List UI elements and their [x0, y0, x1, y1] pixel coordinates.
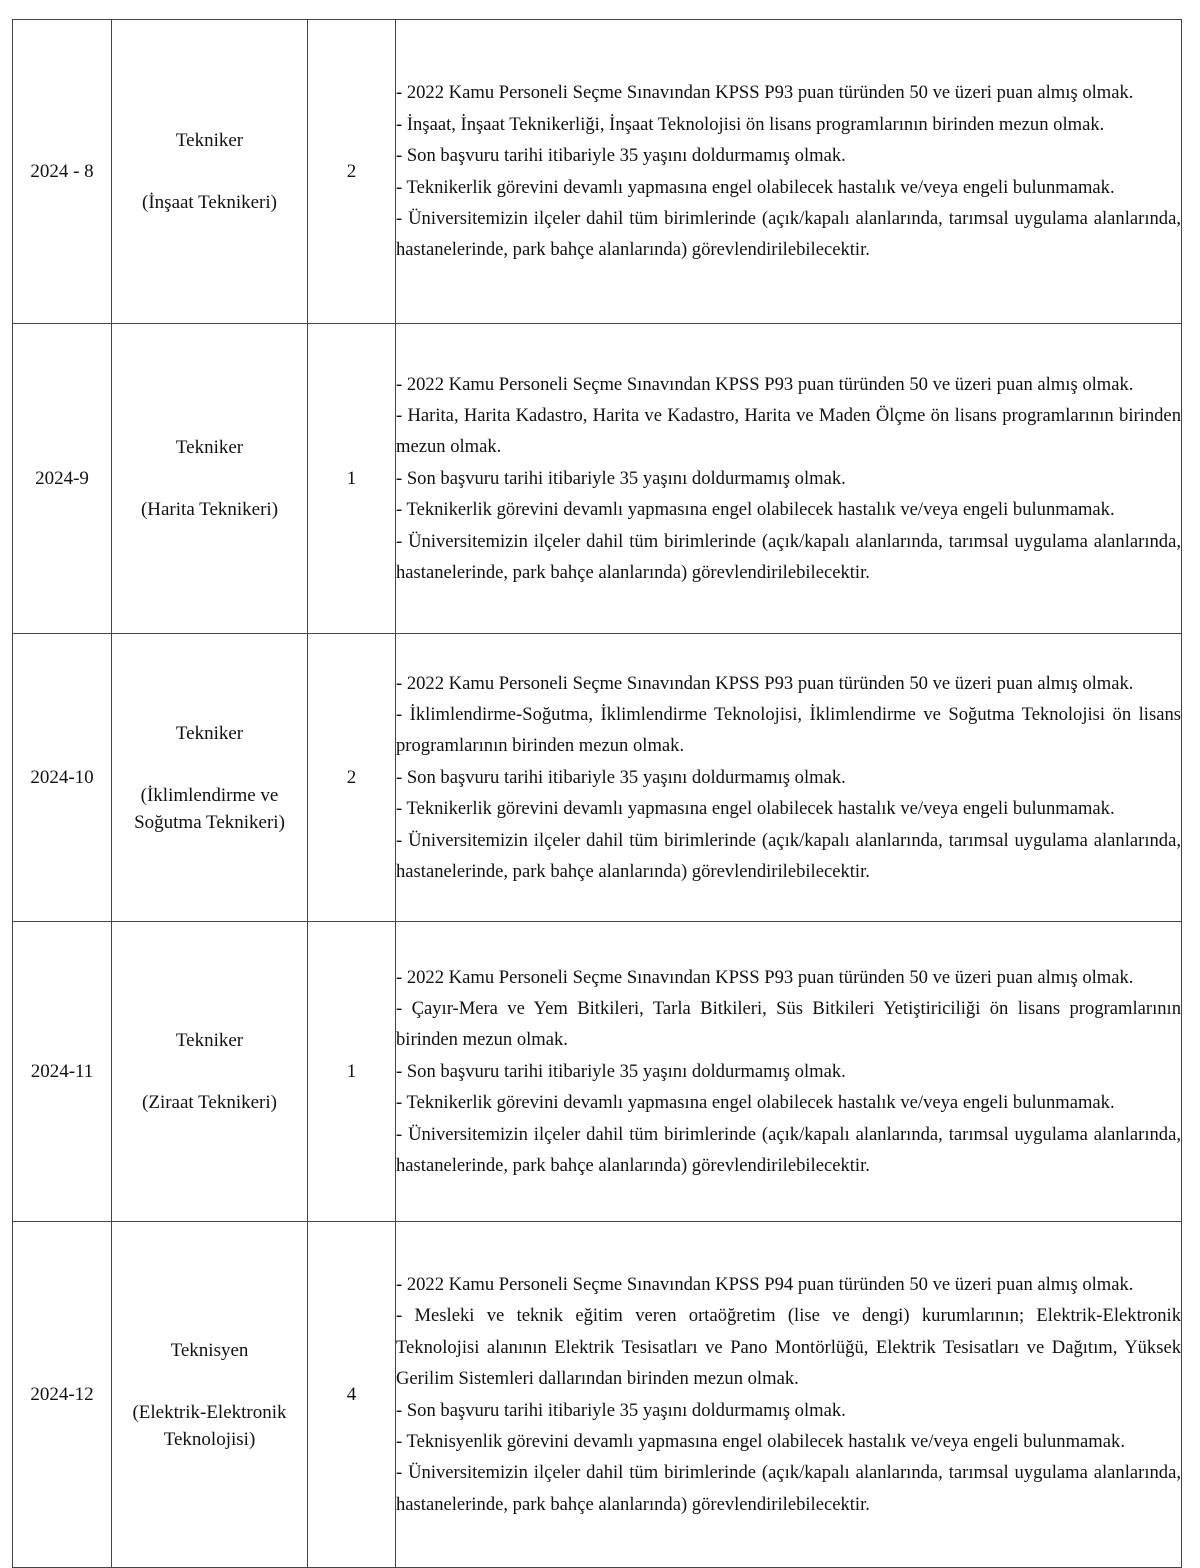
- requirement-item: - Üniversitemizin ilçeler dahil tüm birimlerinde (açık/kapalı alanlarında, tarımsal uygulama alanlarında, hastanelerinde, park bahçe alanlarında) görevlendirilebilecektir.: [396, 207, 1181, 261]
- requirement-item: - Mesleki ve teknik eğitim veren ortaöğretim (lise ve dengi) kurumlarının; Elektrik-Elektronik Teknolojisi alanının Elektrik Tesisatları ve Pano Montörlüğü, Elektrik Tesisatları ve Dağıtım, Yüksek Gerilim Sistemleri dallarından birinden mezun olmak.: [396, 1305, 1181, 1390]
- requirements-cell: [396, 634, 1182, 922]
- position-title: Tekniker: [175, 130, 244, 151]
- position-count: 2: [308, 634, 396, 922]
- position-code: 2024-12: [13, 1222, 112, 1568]
- requirement-item: - Son başvuru tarihi itibariyle 35 yaşını doldurmamış olmak.: [396, 467, 846, 489]
- position-title-cell: [112, 1222, 308, 1568]
- table-row: [13, 922, 1182, 1222]
- requirement-item: - Çayır-Mera ve Yem Bitkileri, Tarla Bitkileri, Süs Bitkileri Yetiştiriciliği ön lisans programlarının birinden mezun olmak.: [396, 997, 1181, 1051]
- position-count: 4: [308, 1222, 396, 1568]
- positions-table: [12, 19, 1182, 1568]
- table-row: [13, 20, 1182, 324]
- requirement-item: - Teknisyenlik görevini devamlı yapmasına engel olabilecek hastalık ve/veya engeli bulunmamak.: [396, 1430, 1125, 1452]
- position-code: 2024 - 8: [13, 20, 112, 324]
- requirement-item: - 2022 Kamu Personeli Seçme Sınavından KPSS P93 puan türünden 50 ve üzeri puan almış olmak.: [396, 373, 1134, 395]
- position-code: 2024-10: [13, 634, 112, 922]
- position-code: 2024-11: [13, 922, 112, 1222]
- requirement-item: - Üniversitemizin ilçeler dahil tüm birimlerinde (açık/kapalı alanlarında, tarımsal uygulama alanlarında, hastanelerinde, park bahçe alanlarında) görevlendirilebilecektir.: [396, 1462, 1181, 1515]
- position-title-cell: [112, 324, 308, 634]
- requirement-item: - Teknikerlik görevini devamlı yapmasına engel olabilecek hastalık ve/veya engeli bulunmamak.: [396, 499, 1115, 521]
- requirement-item: - Teknikerlik görevini devamlı yapmasına engel olabilecek hastalık ve/veya engeli bulunmamak.: [396, 176, 1115, 198]
- requirements-cell: [396, 922, 1182, 1222]
- requirement-item: - Üniversitemizin ilçeler dahil tüm birimlerinde (açık/kapalı alanlarında, tarımsal uygulama alanlarında, hastanelerinde, park bahçe alanlarında) görevlendirilebilecektir.: [396, 530, 1181, 584]
- requirement-item: - Son başvuru tarihi itibariyle 35 yaşını doldurmamış olmak.: [396, 766, 846, 788]
- table-row: [13, 324, 1182, 634]
- requirement-item: - İnşaat, İnşaat Teknikerliği, İnşaat Teknolojisi ön lisans programlarının birinden mezun olmak.: [396, 113, 1105, 135]
- requirement-item: - Üniversitemizin ilçeler dahil tüm birimlerinde (açık/kapalı alanlarında, tarımsal uygulama alanlarında, hastanelerinde, park bahçe alanlarında) görevlendirilebilecektir.: [396, 829, 1181, 883]
- requirements-cell: [396, 20, 1182, 324]
- position-specialty: (Ziraat Teknikeri): [142, 1092, 277, 1113]
- table-row: [13, 1222, 1182, 1568]
- position-count: 1: [308, 324, 396, 634]
- position-title: Tekniker: [175, 437, 244, 458]
- position-specialty: (Elektrik-Elektronik Teknolojisi): [132, 1401, 287, 1450]
- position-title-cell: [112, 634, 308, 922]
- requirement-item: - Son başvuru tarihi itibariyle 35 yaşını doldurmamış olmak.: [396, 145, 846, 167]
- position-specialty: (Harita Teknikeri): [140, 499, 279, 520]
- position-title: Tekniker: [175, 1030, 244, 1051]
- position-code: 2024-9: [13, 324, 112, 634]
- requirement-item: - 2022 Kamu Personeli Seçme Sınavından KPSS P93 puan türünden 50 ve üzeri puan almış olmak.: [396, 672, 1134, 694]
- position-title: Teknisyen: [170, 1339, 249, 1361]
- requirement-item: - 2022 Kamu Personeli Seçme Sınavından KPSS P94 puan türünden 50 ve üzeri puan almış olmak.: [396, 1273, 1134, 1295]
- requirement-item: - Teknikerlik görevini devamlı yapmasına engel olabilecek hastalık ve/veya engeli bulunmamak.: [396, 798, 1115, 820]
- requirement-item: - Son başvuru tarihi itibariyle 35 yaşını doldurmamış olmak.: [396, 1399, 846, 1421]
- position-title: Tekniker: [175, 722, 244, 744]
- requirement-item: - İklimlendirme-Soğutma, İklimlendirme Teknolojisi, İklimlendirme ve Soğutma Teknolojisi ön lisans programlarının birinden mezun olmak.: [396, 703, 1181, 757]
- position-count: 1: [308, 922, 396, 1222]
- table-row: [13, 634, 1182, 922]
- requirement-item: - Son başvuru tarihi itibariyle 35 yaşını doldurmamış olmak.: [396, 1060, 846, 1082]
- requirement-item: - Teknikerlik görevini devamlı yapmasına engel olabilecek hastalık ve/veya engeli bulunmamak.: [396, 1092, 1115, 1114]
- position-count: 2: [308, 20, 396, 324]
- requirement-item: - Harita, Harita Kadastro, Harita ve Kadastro, Harita ve Maden Ölçme ön lisans programlarının birinden mezun olmak.: [396, 404, 1181, 458]
- position-title-cell: [112, 20, 308, 324]
- position-specialty: (İklimlendirme ve Soğutma Teknikeri): [134, 784, 285, 833]
- requirements-cell: [396, 324, 1182, 634]
- requirement-item: - Üniversitemizin ilçeler dahil tüm birimlerinde (açık/kapalı alanlarında, tarımsal uygulama alanlarında, hastanelerinde, park bahçe alanlarında) görevlendirilebilecektir.: [396, 1123, 1181, 1177]
- requirement-item: - 2022 Kamu Personeli Seçme Sınavından KPSS P93 puan türünden 50 ve üzeri puan almış olmak.: [396, 82, 1134, 104]
- position-title-cell: [112, 922, 308, 1222]
- requirement-item: - 2022 Kamu Personeli Seçme Sınavından KPSS P93 puan türünden 50 ve üzeri puan almış olmak.: [396, 966, 1134, 988]
- requirements-cell: [396, 1222, 1182, 1568]
- position-specialty: (İnşaat Teknikeri): [142, 192, 277, 213]
